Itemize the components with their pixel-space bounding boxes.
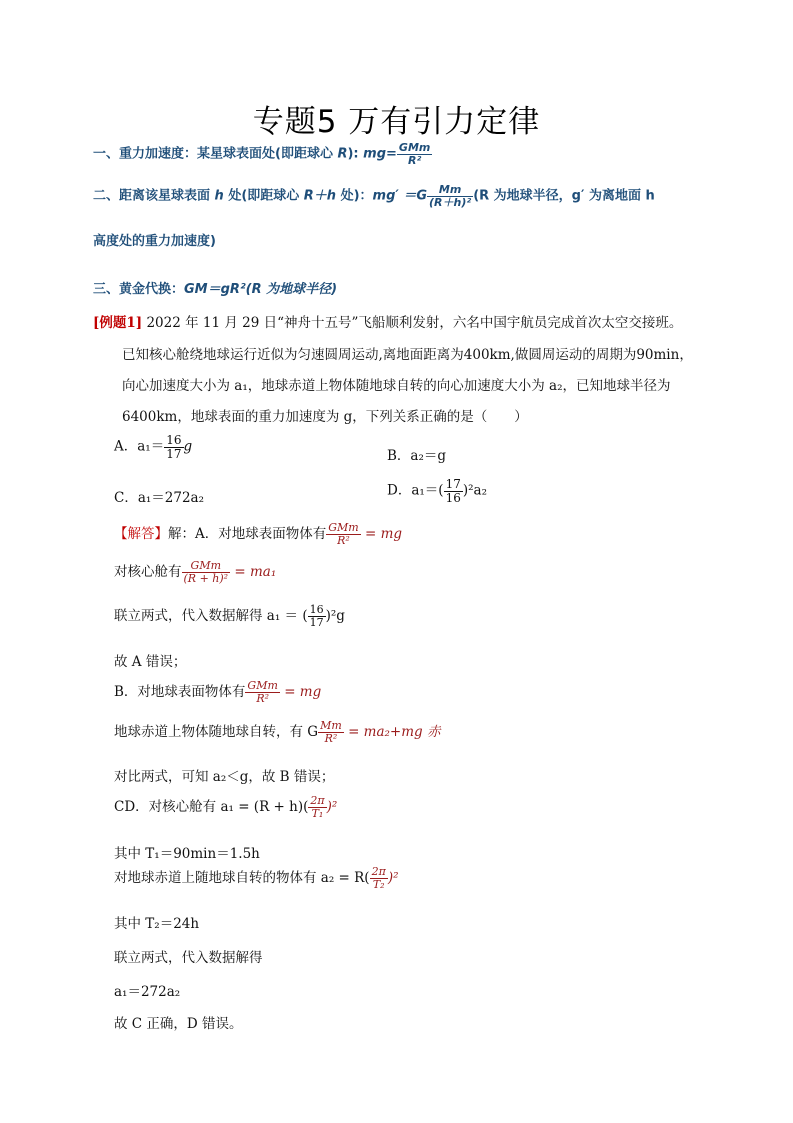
solution-line-3 xyxy=(114,604,345,629)
solution-line-4: 故 A 错误； xyxy=(114,654,187,670)
solution-line-5 xyxy=(114,680,321,705)
section-2 xyxy=(93,184,655,208)
section-1-R: R xyxy=(337,146,348,162)
option-a-num: 16 xyxy=(166,433,182,447)
solution-line-1 xyxy=(114,522,402,547)
solution-l8-num: 2π xyxy=(310,794,325,808)
question-line-4: 6400km，地球表面的重力加速度为 g，下列关系正确的是（ ） xyxy=(122,409,528,425)
section-1-fraction xyxy=(397,142,432,166)
solution-line-12: 联立两式，代入数据解得 xyxy=(114,950,263,966)
option-a[interactable] xyxy=(114,434,192,460)
solution-l1-fraction xyxy=(326,522,360,546)
solution-l5-den: R² xyxy=(245,692,279,705)
solution-l3-fraction xyxy=(308,604,326,628)
solution-l10-den: T₂ xyxy=(370,878,388,891)
solution-l10-num: 2π xyxy=(371,865,386,879)
section-1-numerator: GMm xyxy=(398,141,431,154)
solution-l1-text: 解：A．对地球表面物体有 xyxy=(168,526,327,542)
solution-l2-fraction xyxy=(182,560,231,584)
solution-l6-text: 地球赤道上物体随地球自转，有 G xyxy=(114,724,319,740)
option-a-tail: g xyxy=(183,438,193,455)
solution-l2-text: 对核心舱有 xyxy=(114,564,182,580)
solution-l6-fraction xyxy=(318,720,344,744)
option-a-fraction xyxy=(164,434,183,460)
question-tag: [例题1] xyxy=(93,315,143,331)
solution-line-7: 对比两式，可知 a₂＜g，故 B 错误； xyxy=(114,769,335,785)
question-text-1: 2022 年 11 月 29 日“神舟十五号”飞船顺利发射，六名中国宇航员完成首次太空交接班。 xyxy=(142,315,683,331)
solution-l1-num: GMm xyxy=(328,521,359,535)
option-a-den: 17 xyxy=(166,446,182,461)
solution-line-11: 其中 T₂＝24h xyxy=(114,916,200,932)
section-2-eq: ＝G xyxy=(398,188,428,204)
solution-l6-den: R² xyxy=(318,732,344,745)
solution-l6-tail: = ma₂+mg 赤 xyxy=(343,724,441,740)
section-2-lhs: mg′ xyxy=(372,188,399,204)
section-2-tail: (R 为地球半径，g′ 为离地面 h xyxy=(473,188,655,204)
option-d-label: D．a₁＝( xyxy=(387,482,444,499)
solution-head: 【解答】 xyxy=(114,526,168,542)
section-3-label: 三、黄金代换： xyxy=(93,282,185,297)
solution-l10-tail: )² xyxy=(387,870,399,886)
section-2-mid2: 处)： xyxy=(336,188,373,204)
solution-l5-fraction xyxy=(245,680,279,704)
page-title: 专题5 万有引力定律 xyxy=(252,104,541,140)
section-1-eq: = xyxy=(386,146,397,162)
section-2-numerator: Mm xyxy=(438,183,462,196)
solution-line-10 xyxy=(114,866,399,891)
section-2-fraction xyxy=(427,184,473,208)
section-1-denominator: R² xyxy=(397,154,432,167)
solution-l8-text: CD．对核心舱有 a₁ = (R + h)( xyxy=(114,799,309,815)
solution-l5-text: B．对地球表面物体有 xyxy=(114,684,246,700)
question-line-2: 已知核心舱绕地球运行近似为匀速圆周运动,离地面距离为400km,做圆周运动的周期为90min， xyxy=(122,347,693,363)
section-1-mid: ): xyxy=(347,146,364,162)
solution-l8-fraction xyxy=(308,795,326,819)
section-2-label: 二、距离该星球表面 xyxy=(93,188,215,204)
question-line-3: 向心加速度大小为 a₁，地球赤道上物体随地球自转的向心加速度大小为 a₂，已知地球半径为 xyxy=(122,378,671,394)
solution-l6-num: Mm xyxy=(320,719,342,733)
option-c[interactable]: C．a₁＝272a₂ xyxy=(114,490,205,506)
solution-line-2 xyxy=(114,560,276,585)
solution-l8-tail: )² xyxy=(326,799,338,815)
solution-l3-tail: )²g xyxy=(325,608,345,624)
solution-line-13: a₁＝272a₂ xyxy=(114,984,181,1000)
option-d[interactable] xyxy=(387,478,487,504)
option-d-fraction xyxy=(444,478,463,504)
solution-l5-tail: = mg xyxy=(279,684,322,700)
solution-line-9: 其中 T₁＝90min＝1.5h xyxy=(114,846,260,862)
solution-l10-text: 对地球赤道上随地球自转的物体有 a₂ = R( xyxy=(114,870,370,886)
option-d-num: 17 xyxy=(445,477,461,491)
solution-l2-den: (R + h)² xyxy=(183,572,229,585)
section-2-Rh: R＋h xyxy=(303,188,337,204)
section-2-mid1: 处(即距球心 xyxy=(223,188,304,204)
solution-l5-num: GMm xyxy=(247,679,278,693)
solution-line-8 xyxy=(114,795,337,820)
solution-line-6 xyxy=(114,720,440,745)
section-2-line2: 高度处的重力加速度) xyxy=(93,234,216,249)
section-2-h: h xyxy=(214,188,224,204)
section-1-label: 一、重力加速度：某星球表面处(即距球心 xyxy=(93,146,338,162)
section-1 xyxy=(93,142,432,166)
option-b[interactable]: B．a₂＝g xyxy=(387,448,447,464)
option-a-label: A．a₁＝ xyxy=(114,438,165,455)
section-3-formula: GM＝gR²(R 为地球半径) xyxy=(184,282,338,297)
solution-l3-den: 17 xyxy=(309,616,324,629)
option-d-tail: )²a₂ xyxy=(462,482,487,499)
solution-l8-den: T₁ xyxy=(308,807,326,820)
question-line-1 xyxy=(93,311,682,331)
solution-l1-tail: = mg xyxy=(360,526,403,542)
solution-l2-tail: = ma₁ xyxy=(230,564,277,580)
solution-l2-num: GMm xyxy=(190,559,222,573)
solution-line-14: 故 C 正确，D 错误。 xyxy=(114,1016,243,1032)
section-3 xyxy=(93,278,337,297)
solution-l3-num: 16 xyxy=(309,603,324,617)
solution-l1-den: R² xyxy=(326,534,360,547)
section-2-denominator: (R＋h)² xyxy=(429,195,472,209)
solution-l10-fraction xyxy=(370,866,388,890)
option-d-den: 16 xyxy=(445,490,461,505)
section-1-lhs: mg xyxy=(363,146,387,162)
solution-l3-text: 联立两式，代入数据解得 a₁ ＝ ( xyxy=(114,608,308,624)
